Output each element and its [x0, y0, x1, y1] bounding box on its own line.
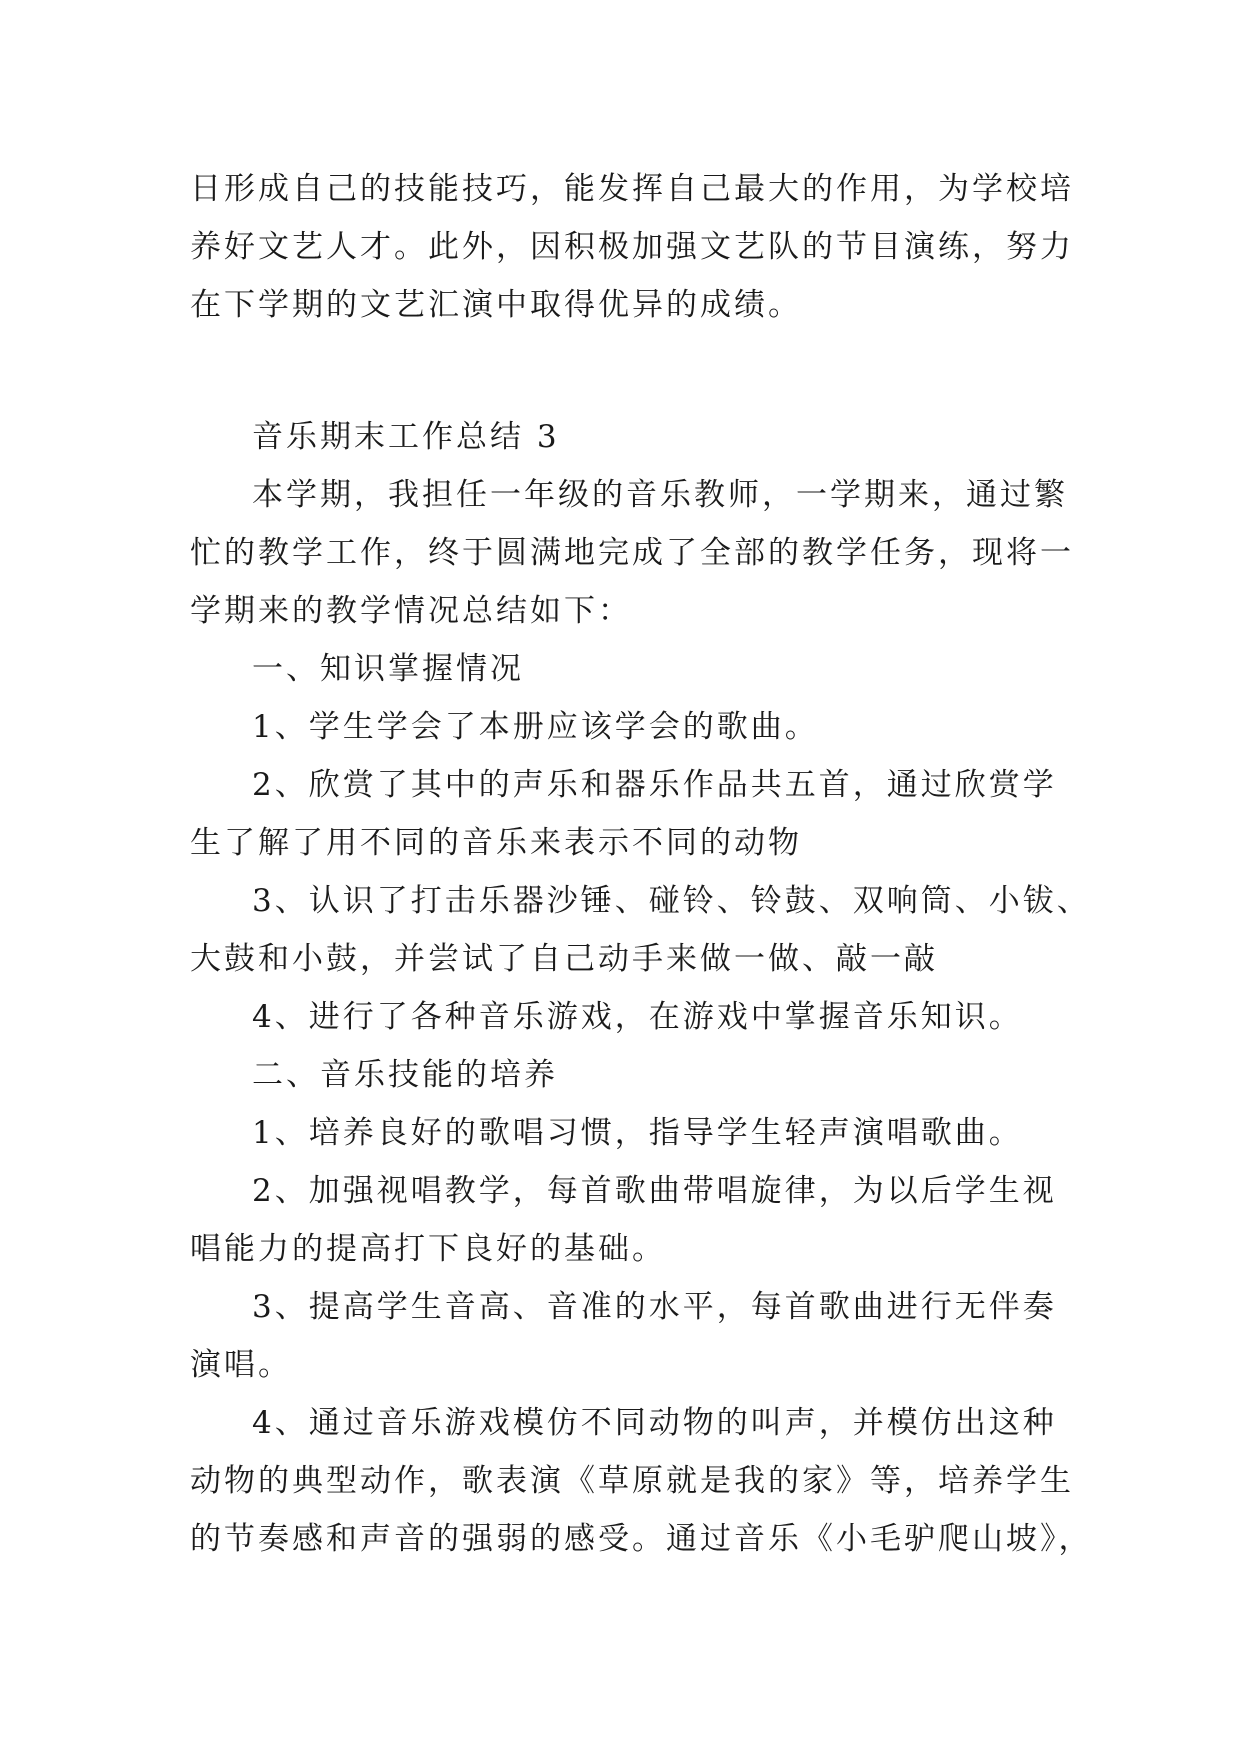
paragraph-line: 二、音乐技能的培养	[252, 1057, 558, 1093]
paragraph-line: 的节奏感和声音的强弱的感受。通过音乐《小毛驴爬山坡》，	[190, 1521, 1093, 1557]
paragraph-line: 在下学期的文艺汇演中取得优异的成绩。	[190, 287, 802, 323]
paragraph-line: 演唱。	[190, 1347, 292, 1383]
section-heading: 音乐期末工作总结 3	[252, 419, 560, 455]
paragraph-line: 一、知识掌握情况	[252, 651, 524, 687]
paragraph-line: 生了解了用不同的音乐来表示不同的动物	[190, 825, 802, 861]
paragraph-line: 忙的教学工作，终于圆满地完成了全部的教学任务，现将一	[190, 535, 1074, 571]
paragraph-line: 唱能力的提高打下良好的基础。	[190, 1231, 666, 1267]
paragraph-line: 学期来的教学情况总结如下：	[190, 593, 632, 629]
paragraph-line: 4、进行了各种音乐游戏，在游戏中掌握音乐知识。	[252, 999, 1023, 1035]
paragraph-line: 日形成自己的技能技巧，能发挥自己最大的作用，为学校培	[190, 171, 1074, 207]
paragraph-line: 大鼓和小鼓，并尝试了自己动手来做一做、敲一敲	[190, 941, 938, 977]
paragraph-line: 1、学生学会了本册应该学会的歌曲。	[252, 709, 819, 745]
paragraph-line: 2、欣赏了其中的声乐和器乐作品共五首，通过欣赏学	[252, 767, 1057, 803]
paragraph-line: 3、认识了打击乐器沙锤、碰铃、铃鼓、双响筒、小钹、	[252, 883, 1091, 919]
paragraph-line: 2、加强视唱教学，每首歌曲带唱旋律，为以后学生视	[252, 1173, 1057, 1209]
body-lines	[190, 466, 1093, 1568]
document-body	[190, 160, 1093, 1568]
paragraph-line: 本学期，我担任一年级的音乐教师，一学期来，通过繁	[252, 477, 1068, 513]
section-gap	[190, 334, 1090, 408]
paragraph-line: 3、提高学生音高、音准的水平，每首歌曲进行无伴奏	[252, 1289, 1057, 1325]
paragraph-line: 动物的典型动作，歌表演《草原就是我的家》等，培养学生	[190, 1463, 1074, 1499]
paragraph-line: 养好文艺人才。此外，因积极加强文艺队的节目演练，努力	[190, 229, 1074, 265]
paragraph-line: 4、通过音乐游戏模仿不同动物的叫声，并模仿出这种	[252, 1405, 1057, 1441]
paragraph-line: 1、培养良好的歌唱习惯，指导学生轻声演唱歌曲。	[252, 1115, 1023, 1151]
